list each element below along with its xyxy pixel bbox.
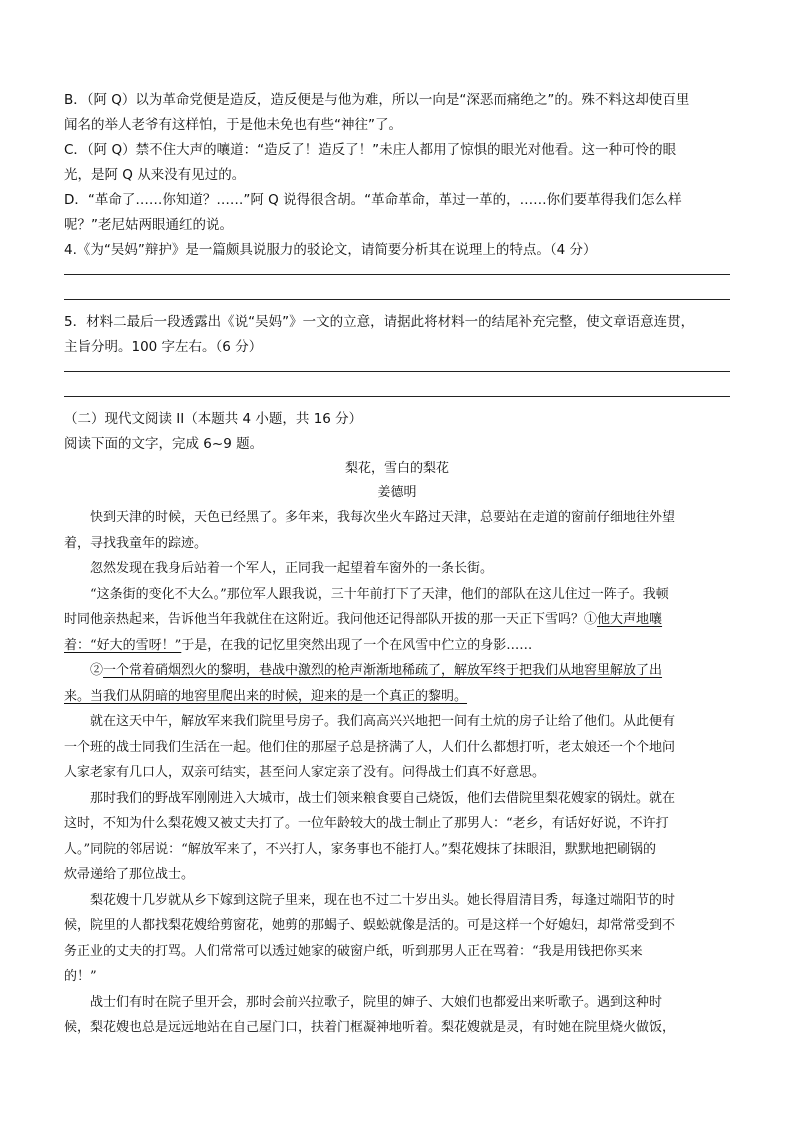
article-body xyxy=(64,505,730,1041)
article-line xyxy=(64,633,730,659)
underlined-sentence-2-cont: 来。当我们从阴暗的地窖里爬出来的时候，迎来的是一个真正的黎明。 xyxy=(64,688,468,704)
article-line: 的！” xyxy=(64,969,97,984)
article-line: 人。”同院的邻居说：“解放军来了，不兴打人，家务事也不能打人。”梨花嫂抹了抹眼泪，默默地把刷锅的 xyxy=(64,841,656,857)
article-line: 梨花嫂十几岁就从乡下嫁到这院子里来，现在也不过二十岁出头。她长得眉清目秀，每逢过端阳节的时 xyxy=(90,892,676,908)
article-line: 那时我们的野战军刚刚进入大城市，战士们领来粮食要自己烧饭，他们去借院里梨花嫂家的锅灶。就在 xyxy=(90,790,676,806)
underlined-sentence-1: 他大声地嚷 xyxy=(597,612,663,627)
spacer xyxy=(64,397,730,407)
article-line: 着，寻找我童年的踪迹。 xyxy=(64,535,208,551)
article-line: 就在这天中午，解放军来我们院里号房子。我们高高兴兴地把一间有土炕的房子让给了他们。从此便有 xyxy=(90,714,676,729)
answer-line-q5-1[interactable] xyxy=(64,371,730,372)
article-line: 候，梨花嫂也总是远远地站在自己屋门口，扶着门框凝神地听着。梨花嫂就是灵，有时她在院里烧火做饭， xyxy=(64,1020,676,1035)
article-line: 一个班的战士同我们生活在一起。他们住的那屋子总是挤满了人，人们什么都想打听，老太娘还一个个地问 xyxy=(64,739,676,755)
option-c-line2: 光，是阿 Q 从来没有见过的。 xyxy=(64,167,246,183)
article-line: 这时，不知为什么梨花嫂又被丈夫打了。一位年龄较大的战士制止了那男人：“老乡，有话好好说，不许打 xyxy=(64,816,669,831)
article-line: 候，院里的人都找梨花嫂给剪窗花，她剪的那蝎子、蜈蚣就像是活的。可是这样一个好媳妇，却常常受到不 xyxy=(64,918,676,933)
article-line: “这条街的变化不大么。”那位军人跟我说，三十年前打下了天津，他们的部队在这儿住过一阵子。我顿 xyxy=(90,586,669,602)
option-b-line1: B．（阿 Q）以为革命党便是造反，造反便是与他为难，所以一向是“深恶而痛绝之”的。殊不料这却使百里 xyxy=(64,92,690,108)
question-5-line1: 5．材料二最后一段透露出《说“吴妈”》一文的立意，请据此将材料一的结尾补充完整，使文章语意连贯， xyxy=(64,314,695,330)
option-d-line2: 呢？”老尼姑两眼通红的说。 xyxy=(64,217,233,233)
marker-1: ① xyxy=(584,612,598,627)
option-d-line1: D．“革命了……你知道？……”阿 Q 说得很含胡。“革命革命，革过一革的，……你们要革得我们怎么样 xyxy=(64,192,682,208)
article-line: 快到天津的时候，天色已经黑了。多年来，我每次坐火车路过天津，总要站在走道的窗前仔细地往外望 xyxy=(90,510,676,525)
option-c-line1: C．（阿 Q）禁不住大声的嚷道：“造反了！造反了！”未庄人都用了惊惧的眼光对他看。这一种可怜的眼 xyxy=(64,142,677,158)
answer-line-q4-1[interactable] xyxy=(64,274,730,275)
section-2-heading: （二）现代文阅读 II（本题共 4 小题，共 16 分） xyxy=(64,411,363,427)
article-author: 姜德明 xyxy=(377,485,417,500)
underlined-sentence-1-cont: 着：“好大的雪呀！” xyxy=(64,637,182,653)
question-4: 4.《为“吴妈”辩护》是一篇颇具说服力的驳论文，请简要分析其在说理上的特点。（4 分） xyxy=(64,242,597,258)
article-line: 战士们有时在院子里开会，那时会前兴拉歌子，院里的婶子、大娘们也都爱出来听歌子。遇到这种时 xyxy=(90,994,663,1010)
spacer xyxy=(64,300,730,310)
question-5-line2: 主旨分明。100 字左右。（6 分） xyxy=(64,339,263,355)
article-text: 时同他亲热起来，告诉他当年我就住在这附近。我问他还记得部队开拔的那一天正下雪吗？ xyxy=(64,612,585,627)
underlined-sentence-2: 一个常着硝烟烈火的黎明，巷战中激烈的枪声渐渐地稀疏了，解放军终于把我们从地窖里解放了出 xyxy=(103,663,663,678)
article-line: 人家老家有几口人，双亲可结实，甚至问人家定亲了没有。问得战士们真不好意思。 xyxy=(64,765,546,780)
article-title: 梨花，雪白的梨花 xyxy=(344,461,449,476)
article-line xyxy=(64,607,730,633)
article-text: 于是，在我的记忆里突然出现了一个在风雪中伫立的身影…… xyxy=(181,637,533,653)
article-line: 忽然发现在我身后站着一个军人，正同我一起望着车窗外的一条长街。 xyxy=(90,561,494,576)
section-2-instruction: 阅读下面的文字，完成 6~9 题。 xyxy=(64,436,264,452)
article-line xyxy=(64,684,730,710)
article-line: 务正业的丈夫的打骂。人们常常可以透过她家的破窗户纸，听到那男人正在骂着：“我是用钱把你买来 xyxy=(64,943,643,959)
option-b-line2: 闻名的举人老爷有这样怕，于是他未免也有些“神往”了。 xyxy=(64,117,402,133)
article-line: 炊帚递给了那位战士。 xyxy=(64,867,195,882)
page-content xyxy=(64,88,730,1041)
article-line xyxy=(64,658,730,684)
marker-2: ② xyxy=(90,663,104,678)
